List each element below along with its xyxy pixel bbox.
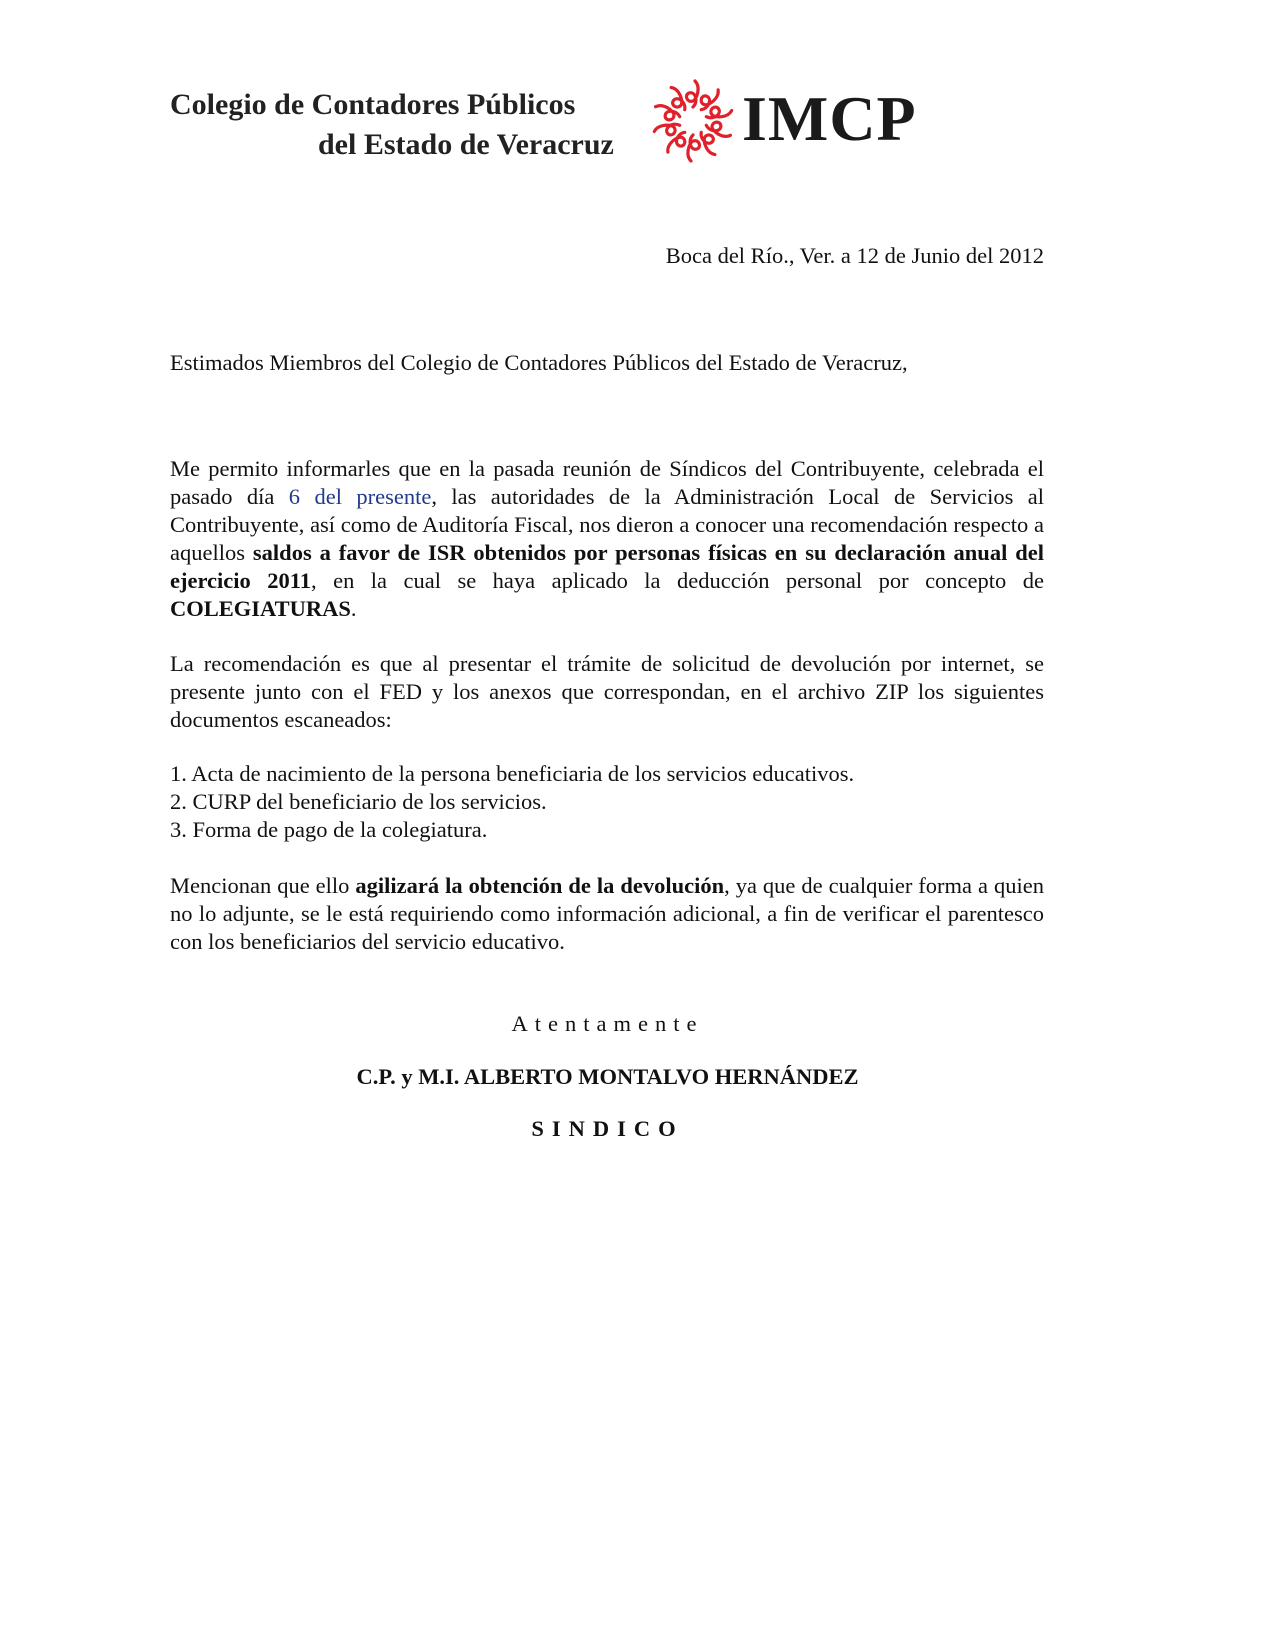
paragraph-conclusion: [170, 872, 1044, 956]
list-item: 3. Forma de pago de la colegiatura.: [170, 817, 488, 842]
paragraph-text: , las autoridades de la Administración Local de Servicios al Contribuyente, así como de Auditoría Fiscal, nos dieron a conocer una recomendación respecto a aquellos: [170, 484, 1044, 565]
signer-role: SINDICO: [531, 1116, 684, 1141]
paragraph-text: Mencionan que ello: [170, 873, 356, 898]
date-line: Boca del Río., Ver. a 12 de Junio del 2012: [665, 243, 1044, 268]
paragraph-recommendation: La recomendación es que al presentar el trámite de solicitud de devolución por internet, se presente junto con el FED y los anexos que correspondan, en el archivo ZIP los siguientes documentos escaneados:: [170, 651, 1044, 732]
signer-name: C.P. y M.I. ALBERTO MONTALVO HERNÁNDEZ: [356, 1064, 859, 1089]
paragraph-text: , en la cual se haya aplicado la deducción personal por concepto de: [311, 568, 1044, 593]
imcp-logo-text: IMCP: [742, 83, 917, 154]
date-reference-link[interactable]: 6 del presente: [288, 484, 432, 509]
paragraph-text: , ya que de cualquier forma a quien no lo adjunte, se le está requiriendo como información adicional, a fin de verificar el parentesco con los beneficiarios del servicio educativo.: [170, 873, 1044, 954]
documents-list: [170, 760, 1044, 844]
letterhead: [170, 70, 930, 190]
paragraph-text: Me permito informarles que en la pasada reunión de Síndicos del Contribuyente, celebrada el pasado día: [170, 456, 1044, 509]
paragraph-bold-text: saldos a favor de ISR obtenidos por personas físicas en su declaración anual del ejercicio 2011: [170, 540, 1044, 593]
paragraph-bold-text: COLEGIATURAS: [170, 596, 351, 621]
list-item: 2. CURP del beneficiario de los servicios.: [170, 789, 547, 814]
imcp-spiral-logo-icon: [648, 76, 738, 166]
closing-atentamente: Atentamente: [511, 1011, 704, 1036]
paragraph-bold-text: agilizará la obtención de la devolución: [355, 873, 725, 898]
salutation: Estimados Miembros del Colegio de Contadores Públicos del Estado de Veracruz,: [170, 350, 908, 375]
list-item: 1. Acta de nacimiento de la persona beneficiaria de los servicios educativos.: [170, 761, 855, 786]
org-name-line2: del Estado de Veracruz: [318, 128, 614, 161]
org-name-line1: Colegio de Contadores Públicos: [170, 88, 576, 121]
paragraph-meeting: [170, 455, 1044, 623]
paragraph-text: .: [350, 596, 357, 621]
